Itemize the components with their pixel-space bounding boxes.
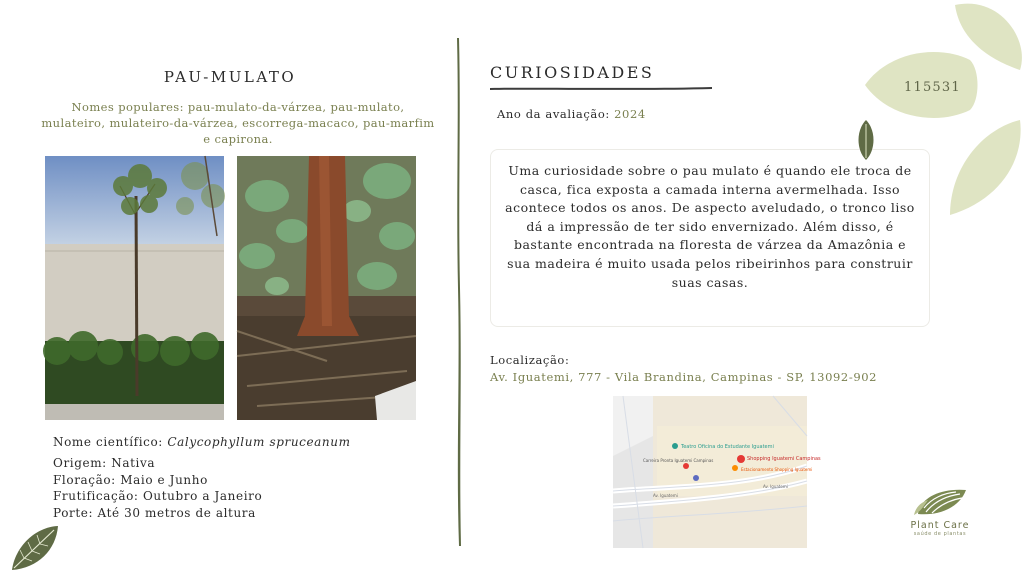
tree-title: PAU-MULATO [163, 68, 297, 86]
map-road-label-1: Av. Iguatemi [653, 493, 678, 498]
logo-name: Plant Care [910, 520, 970, 531]
leaf-badge [860, 0, 1024, 230]
logo-tagline: saúde de plantas [913, 531, 967, 537]
leaf-icon [854, 120, 878, 160]
map-label-store: Carreira Pronta Iguatemi Campinas [643, 458, 714, 463]
map-label-theater: Teatro Oficina do Estudante Iguatemi [681, 444, 774, 450]
map-label-parking: Estacionamento Shopping Iguatemi [741, 467, 813, 472]
popular-names: Nomes populares: pau-mulato-da-várzea, pau-mulato, mulateiro, mulateiro-da-várzea, escorrega-macaco, pau-marfim e capirona. [41, 100, 435, 146]
fact-fruiting: Frutificação: Outubro a Janeiro [53, 489, 263, 503]
evaluation-year: Ano da avaliação: 2024 [497, 107, 646, 121]
location-label: Localização: [490, 353, 570, 367]
badge-number: 115531 [904, 80, 961, 95]
title-underline [490, 84, 712, 92]
fact-flowering: Floração: Maio e Junho [53, 472, 208, 487]
fact-size: Porte: Até 30 metros de altura [53, 505, 256, 520]
facts-list [53, 455, 262, 521]
location-map[interactable] [613, 396, 821, 548]
tree-photo [45, 156, 224, 420]
logo-leaf-icon [910, 486, 970, 516]
trunk-photo [237, 156, 416, 420]
map-road-label-2: Av. Iguatemi [763, 484, 788, 489]
scientific-name: Nome científico: Calycophyllum spruceanum [53, 435, 351, 449]
location-address: Av. Iguatemi, 777 - Vila Brandina, Campinas - SP, 13092-902 [490, 370, 878, 384]
curiosity-text: Uma curiosidade sobre o pau mulato é quando ele troca de casca, fica exposta a camada interna avermelhada. Isso acontece todos os anos. De aspecto aveludado, o tronco liso dá a impressão de ter sido envernizado. Além disso, é bastante encontrada na floresta de várzea da Amazônia e sua madeira é muito usada pelos ribeirinhos para construir suas casas. [505, 163, 915, 290]
corner-leaf-icon [10, 522, 60, 572]
brush-divider [448, 38, 468, 546]
map-label-shopping: Shopping Iguatemi Campinas [747, 456, 821, 462]
fact-origin: Origem: Nativa [53, 456, 156, 470]
curiosities-title: CURIOSIDADES [490, 63, 655, 82]
plant-care-logo [900, 486, 980, 540]
